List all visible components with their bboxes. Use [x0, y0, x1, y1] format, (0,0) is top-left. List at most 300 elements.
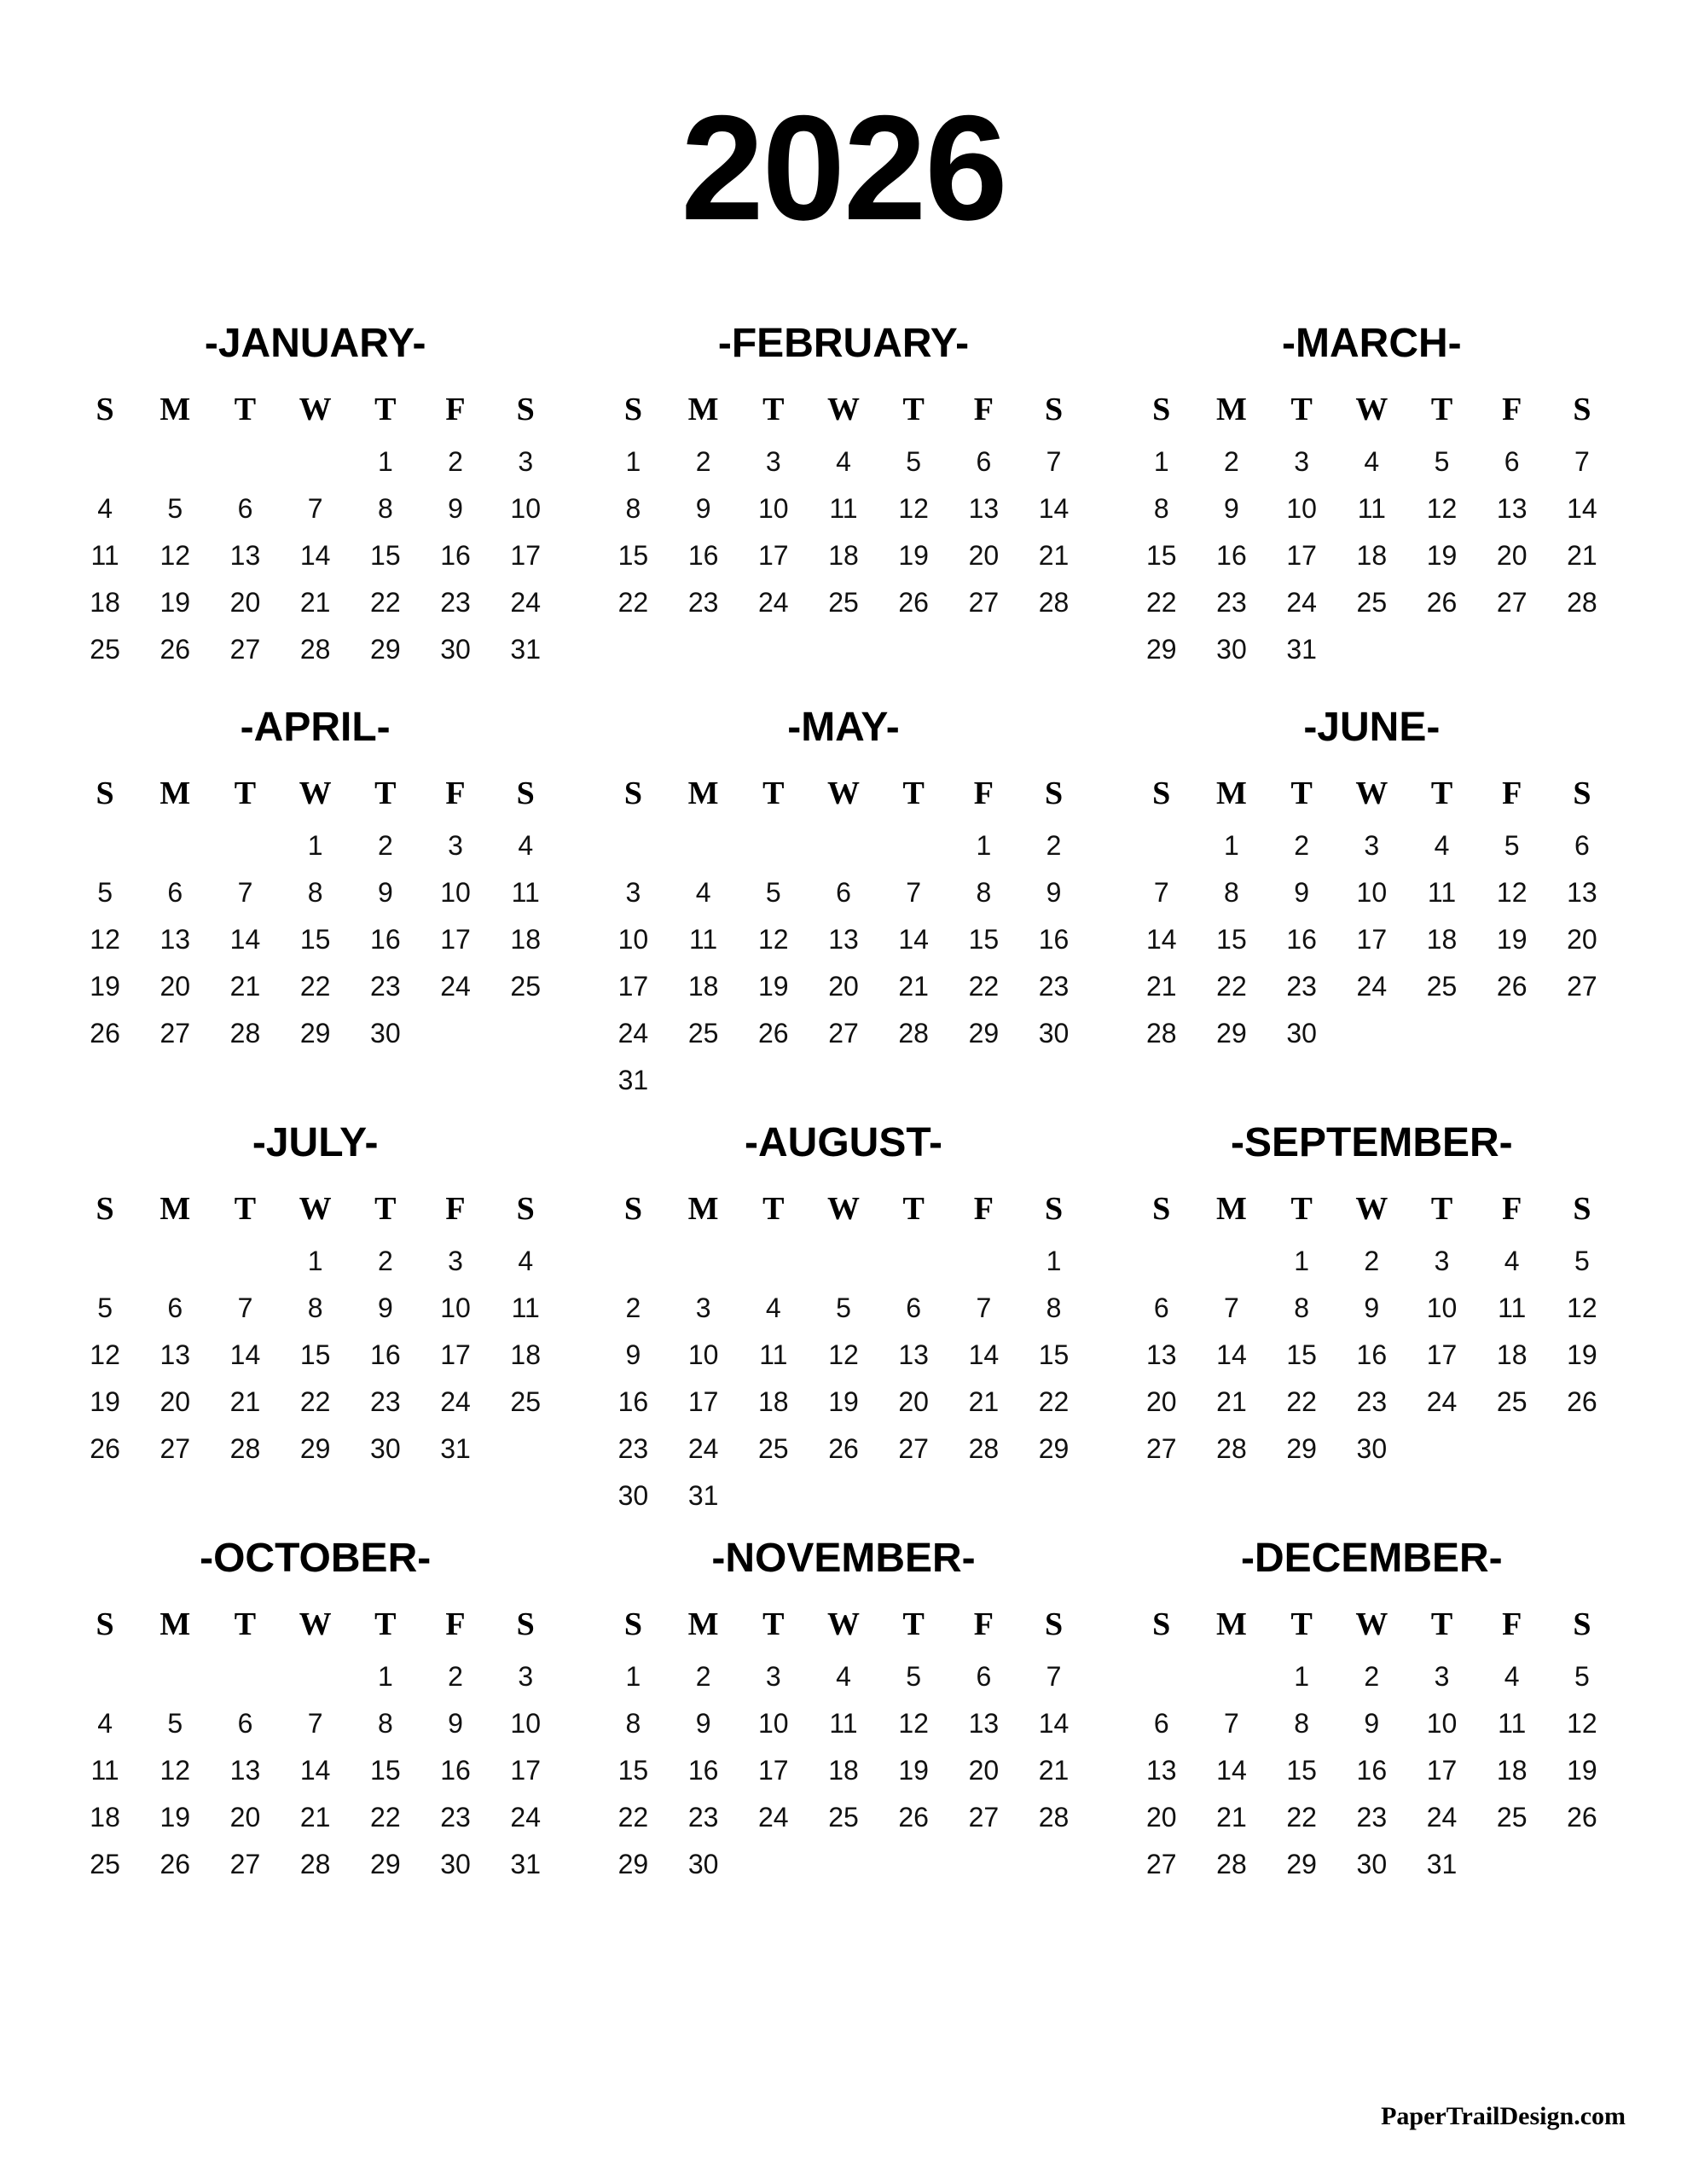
- day-cell[interactable]: 13: [1496, 493, 1528, 524]
- day-cell[interactable]: 26: [90, 1433, 120, 1464]
- day-cell[interactable]: 24: [1426, 1386, 1458, 1417]
- day-cell[interactable]: 6: [237, 1708, 253, 1739]
- day-cell[interactable]: 14: [229, 1339, 261, 1370]
- day-cell[interactable]: 17: [1426, 1755, 1458, 1786]
- day-cell[interactable]: 10: [617, 924, 649, 955]
- day-cell[interactable]: 24: [510, 587, 542, 618]
- day-cell[interactable]: 30: [1286, 1018, 1317, 1048]
- day-cell[interactable]: 20: [968, 540, 1000, 571]
- day-cell[interactable]: 15: [1286, 1755, 1317, 1786]
- day-cell[interactable]: 11: [511, 877, 540, 908]
- day-cell[interactable]: 1: [1224, 830, 1239, 861]
- day-cell[interactable]: 14: [229, 924, 261, 955]
- day-cell[interactable]: 9: [1364, 1292, 1380, 1323]
- day-cell[interactable]: 5: [765, 877, 781, 908]
- day-cell[interactable]: 4: [1364, 446, 1380, 477]
- day-cell[interactable]: 17: [510, 1755, 542, 1786]
- day-cell[interactable]: 5: [1574, 1661, 1590, 1692]
- day-cell[interactable]: 2: [377, 1246, 393, 1276]
- day-cell[interactable]: 28: [1216, 1433, 1247, 1464]
- day-cell[interactable]: 30: [440, 634, 471, 665]
- day-cell[interactable]: 4: [1504, 1246, 1520, 1276]
- day-cell[interactable]: 5: [1504, 830, 1520, 861]
- day-cell[interactable]: 6: [836, 877, 851, 908]
- day-cell[interactable]: 9: [377, 1292, 393, 1323]
- day-cell[interactable]: 11: [829, 493, 858, 524]
- day-cell[interactable]: 9: [377, 877, 393, 908]
- day-cell[interactable]: 3: [1364, 830, 1380, 861]
- day-cell[interactable]: 25: [510, 971, 542, 1002]
- day-cell[interactable]: 16: [1356, 1755, 1388, 1786]
- day-cell[interactable]: 6: [1574, 830, 1590, 861]
- day-cell[interactable]: 2: [695, 446, 711, 477]
- day-cell[interactable]: 21: [968, 1386, 1000, 1417]
- day-cell[interactable]: 10: [510, 1708, 542, 1739]
- day-cell[interactable]: 29: [1286, 1849, 1317, 1879]
- day-cell[interactable]: 26: [898, 587, 929, 618]
- day-cell[interactable]: 25: [90, 634, 120, 665]
- day-cell[interactable]: 26: [159, 1849, 191, 1879]
- day-cell[interactable]: 21: [1038, 1755, 1070, 1786]
- day-cell[interactable]: 18: [90, 1802, 120, 1833]
- day-cell[interactable]: 28: [898, 1018, 929, 1048]
- day-cell[interactable]: 15: [617, 1755, 649, 1786]
- day-cell[interactable]: 24: [1426, 1802, 1458, 1833]
- day-cell[interactable]: 19: [1567, 1339, 1597, 1370]
- day-cell[interactable]: 20: [828, 971, 859, 1002]
- day-cell[interactable]: 19: [898, 540, 929, 571]
- day-cell[interactable]: 18: [687, 971, 719, 1002]
- day-cell[interactable]: 26: [1496, 971, 1528, 1002]
- day-cell[interactable]: 2: [695, 1661, 711, 1692]
- day-cell[interactable]: 7: [1046, 446, 1062, 477]
- day-cell[interactable]: 11: [1498, 1292, 1527, 1323]
- day-cell[interactable]: 15: [1286, 1339, 1317, 1370]
- day-cell[interactable]: 1: [307, 1246, 323, 1276]
- day-cell[interactable]: 29: [1286, 1433, 1317, 1464]
- day-cell[interactable]: 30: [1356, 1849, 1388, 1879]
- day-cell[interactable]: 10: [510, 493, 542, 524]
- day-cell[interactable]: 27: [898, 1433, 929, 1464]
- day-cell[interactable]: 24: [440, 1386, 471, 1417]
- day-cell[interactable]: 12: [898, 493, 929, 524]
- day-cell[interactable]: 27: [828, 1018, 859, 1048]
- day-cell[interactable]: 21: [1567, 540, 1597, 571]
- day-cell[interactable]: 18: [510, 1339, 542, 1370]
- day-cell[interactable]: 28: [1145, 1018, 1177, 1048]
- day-cell[interactable]: 3: [518, 446, 534, 477]
- day-cell[interactable]: 17: [510, 540, 542, 571]
- day-cell[interactable]: 21: [1216, 1386, 1247, 1417]
- day-cell[interactable]: 4: [836, 1661, 851, 1692]
- day-cell[interactable]: 1: [625, 1661, 641, 1692]
- day-cell[interactable]: 13: [159, 924, 191, 955]
- day-cell[interactable]: 8: [976, 877, 992, 908]
- day-cell[interactable]: 20: [898, 1386, 929, 1417]
- day-cell[interactable]: 23: [1216, 587, 1247, 618]
- day-cell[interactable]: 16: [370, 924, 401, 955]
- day-cell[interactable]: 10: [1286, 493, 1317, 524]
- day-cell[interactable]: 12: [159, 1755, 191, 1786]
- day-cell[interactable]: 13: [968, 1708, 1000, 1739]
- day-cell[interactable]: 11: [511, 1292, 540, 1323]
- day-cell[interactable]: 21: [299, 1802, 331, 1833]
- day-cell[interactable]: 22: [299, 971, 331, 1002]
- day-cell[interactable]: 3: [695, 1292, 711, 1323]
- day-cell[interactable]: 1: [1046, 1246, 1062, 1276]
- day-cell[interactable]: 22: [1038, 1386, 1070, 1417]
- day-cell[interactable]: 4: [518, 830, 534, 861]
- day-cell[interactable]: 20: [1145, 1802, 1177, 1833]
- day-cell[interactable]: 3: [1434, 1661, 1450, 1692]
- day-cell[interactable]: 26: [90, 1018, 120, 1048]
- day-cell[interactable]: 28: [229, 1433, 261, 1464]
- day-cell[interactable]: 20: [968, 1755, 1000, 1786]
- day-cell[interactable]: 3: [1434, 1246, 1450, 1276]
- day-cell[interactable]: 27: [1496, 587, 1528, 618]
- day-cell[interactable]: 31: [1286, 634, 1317, 665]
- day-cell[interactable]: 13: [229, 540, 261, 571]
- day-cell[interactable]: 3: [1294, 446, 1310, 477]
- day-cell[interactable]: 13: [1567, 877, 1597, 908]
- day-cell[interactable]: 8: [307, 1292, 323, 1323]
- day-cell[interactable]: 30: [440, 1849, 471, 1879]
- day-cell[interactable]: 23: [440, 587, 471, 618]
- day-cell[interactable]: 17: [758, 540, 789, 571]
- day-cell[interactable]: 22: [370, 587, 401, 618]
- day-cell[interactable]: 9: [1364, 1708, 1380, 1739]
- day-cell[interactable]: 18: [1496, 1755, 1528, 1786]
- day-cell[interactable]: 21: [229, 971, 261, 1002]
- day-cell[interactable]: 27: [229, 634, 261, 665]
- day-cell[interactable]: 5: [1574, 1246, 1590, 1276]
- day-cell[interactable]: 12: [898, 1708, 929, 1739]
- day-cell[interactable]: 28: [1038, 1802, 1070, 1833]
- day-cell[interactable]: 28: [1567, 587, 1597, 618]
- day-cell[interactable]: 15: [617, 540, 649, 571]
- day-cell[interactable]: 22: [299, 1386, 331, 1417]
- day-cell[interactable]: 7: [307, 1708, 323, 1739]
- day-cell[interactable]: 5: [97, 877, 113, 908]
- day-cell[interactable]: 20: [159, 1386, 191, 1417]
- day-cell[interactable]: 7: [976, 1292, 992, 1323]
- day-cell[interactable]: 11: [689, 924, 718, 955]
- day-cell[interactable]: 3: [765, 1661, 781, 1692]
- day-cell[interactable]: 15: [968, 924, 1000, 955]
- day-cell[interactable]: 11: [90, 540, 119, 571]
- day-cell[interactable]: 13: [229, 1755, 261, 1786]
- day-cell[interactable]: 20: [1145, 1386, 1177, 1417]
- day-cell[interactable]: 31: [440, 1433, 471, 1464]
- day-cell[interactable]: 26: [159, 634, 191, 665]
- day-cell[interactable]: 1: [307, 830, 323, 861]
- day-cell[interactable]: 27: [968, 1802, 1000, 1833]
- day-cell[interactable]: 30: [1038, 1018, 1070, 1048]
- day-cell[interactable]: 12: [1567, 1292, 1597, 1323]
- day-cell[interactable]: 3: [448, 830, 463, 861]
- day-cell[interactable]: 25: [687, 1018, 719, 1048]
- day-cell[interactable]: 11: [1357, 493, 1386, 524]
- day-cell[interactable]: 9: [1294, 877, 1310, 908]
- day-cell[interactable]: 29: [617, 1849, 649, 1879]
- day-cell[interactable]: 19: [828, 1386, 859, 1417]
- day-cell[interactable]: 13: [1145, 1755, 1177, 1786]
- day-cell[interactable]: 1: [1294, 1246, 1310, 1276]
- day-cell[interactable]: 7: [1153, 877, 1169, 908]
- day-cell[interactable]: 10: [758, 493, 789, 524]
- day-cell[interactable]: 25: [1496, 1386, 1528, 1417]
- day-cell[interactable]: 7: [237, 877, 253, 908]
- day-cell[interactable]: 26: [758, 1018, 789, 1048]
- day-cell[interactable]: 2: [1364, 1661, 1380, 1692]
- day-cell[interactable]: 23: [1286, 971, 1317, 1002]
- day-cell[interactable]: 5: [1434, 446, 1450, 477]
- day-cell[interactable]: 14: [1567, 493, 1597, 524]
- day-cell[interactable]: 23: [617, 1433, 649, 1464]
- day-cell[interactable]: 22: [1286, 1386, 1317, 1417]
- day-cell[interactable]: 2: [1364, 1246, 1380, 1276]
- day-cell[interactable]: 17: [687, 1386, 719, 1417]
- day-cell[interactable]: 14: [1038, 1708, 1070, 1739]
- day-cell[interactable]: 13: [1145, 1339, 1177, 1370]
- day-cell[interactable]: 28: [968, 1433, 1000, 1464]
- day-cell[interactable]: 10: [440, 1292, 471, 1323]
- day-cell[interactable]: 9: [448, 1708, 463, 1739]
- day-cell[interactable]: 25: [1496, 1802, 1528, 1833]
- day-cell[interactable]: 10: [758, 1708, 789, 1739]
- day-cell[interactable]: 11: [759, 1339, 788, 1370]
- day-cell[interactable]: 30: [1216, 634, 1247, 665]
- day-cell[interactable]: 17: [440, 924, 471, 955]
- day-cell[interactable]: 7: [1046, 1661, 1062, 1692]
- day-cell[interactable]: 14: [1145, 924, 1177, 955]
- day-cell[interactable]: 15: [299, 1339, 331, 1370]
- day-cell[interactable]: 23: [687, 587, 719, 618]
- day-cell[interactable]: 9: [1224, 493, 1239, 524]
- day-cell[interactable]: 14: [968, 1339, 1000, 1370]
- day-cell[interactable]: 8: [625, 493, 641, 524]
- day-cell[interactable]: 8: [1046, 1292, 1062, 1323]
- day-cell[interactable]: 15: [299, 924, 331, 955]
- day-cell[interactable]: 24: [617, 1018, 649, 1048]
- day-cell[interactable]: 31: [1426, 1849, 1458, 1879]
- day-cell[interactable]: 9: [625, 1339, 641, 1370]
- day-cell[interactable]: 23: [370, 971, 401, 1002]
- day-cell[interactable]: 19: [90, 1386, 120, 1417]
- day-cell[interactable]: 26: [1567, 1386, 1597, 1417]
- day-cell[interactable]: 12: [1496, 877, 1528, 908]
- day-cell[interactable]: 7: [237, 1292, 253, 1323]
- day-cell[interactable]: 18: [828, 1755, 859, 1786]
- day-cell[interactable]: 3: [765, 446, 781, 477]
- day-cell[interactable]: 17: [1356, 924, 1388, 955]
- day-cell[interactable]: 17: [1286, 540, 1317, 571]
- day-cell[interactable]: 12: [1426, 493, 1458, 524]
- day-cell[interactable]: 13: [968, 493, 1000, 524]
- day-cell[interactable]: 13: [159, 1339, 191, 1370]
- day-cell[interactable]: 25: [1356, 587, 1388, 618]
- day-cell[interactable]: 22: [968, 971, 1000, 1002]
- day-cell[interactable]: 6: [1153, 1708, 1169, 1739]
- day-cell[interactable]: 23: [1356, 1386, 1388, 1417]
- day-cell[interactable]: 24: [758, 587, 789, 618]
- day-cell[interactable]: 25: [510, 1386, 542, 1417]
- day-cell[interactable]: 6: [167, 1292, 183, 1323]
- day-cell[interactable]: 9: [695, 493, 711, 524]
- day-cell[interactable]: 21: [299, 587, 331, 618]
- day-cell[interactable]: 22: [370, 1802, 401, 1833]
- day-cell[interactable]: 4: [1504, 1661, 1520, 1692]
- day-cell[interactable]: 10: [687, 1339, 719, 1370]
- day-cell[interactable]: 2: [1224, 446, 1239, 477]
- day-cell[interactable]: 27: [1145, 1849, 1177, 1879]
- day-cell[interactable]: 31: [687, 1480, 719, 1511]
- day-cell[interactable]: 19: [1496, 924, 1528, 955]
- day-cell[interactable]: 22: [1216, 971, 1247, 1002]
- day-cell[interactable]: 10: [1426, 1292, 1458, 1323]
- day-cell[interactable]: 24: [1356, 971, 1388, 1002]
- day-cell[interactable]: 3: [518, 1661, 534, 1692]
- day-cell[interactable]: 22: [1286, 1802, 1317, 1833]
- day-cell[interactable]: 28: [299, 634, 331, 665]
- day-cell[interactable]: 5: [97, 1292, 113, 1323]
- day-cell[interactable]: 5: [167, 1708, 183, 1739]
- day-cell[interactable]: 30: [370, 1433, 401, 1464]
- day-cell[interactable]: 7: [307, 493, 323, 524]
- day-cell[interactable]: 19: [898, 1755, 929, 1786]
- day-cell[interactable]: 20: [229, 587, 261, 618]
- day-cell[interactable]: 5: [836, 1292, 851, 1323]
- day-cell[interactable]: 27: [159, 1433, 191, 1464]
- day-cell[interactable]: 26: [898, 1802, 929, 1833]
- day-cell[interactable]: 10: [440, 877, 471, 908]
- day-cell[interactable]: 4: [97, 493, 113, 524]
- day-cell[interactable]: 6: [976, 1661, 992, 1692]
- day-cell[interactable]: 7: [906, 877, 922, 908]
- day-cell[interactable]: 20: [229, 1802, 261, 1833]
- day-cell[interactable]: 17: [440, 1339, 471, 1370]
- day-cell[interactable]: 19: [159, 587, 191, 618]
- day-cell[interactable]: 10: [1426, 1708, 1458, 1739]
- day-cell[interactable]: 23: [1356, 1802, 1388, 1833]
- day-cell[interactable]: 12: [758, 924, 789, 955]
- day-cell[interactable]: 27: [968, 587, 1000, 618]
- day-cell[interactable]: 12: [90, 1339, 120, 1370]
- day-cell[interactable]: 3: [625, 877, 641, 908]
- day-cell[interactable]: 31: [617, 1065, 649, 1095]
- day-cell[interactable]: 15: [370, 1755, 401, 1786]
- day-cell[interactable]: 29: [299, 1018, 331, 1048]
- day-cell[interactable]: 1: [1294, 1661, 1310, 1692]
- day-cell[interactable]: 1: [377, 1661, 393, 1692]
- day-cell[interactable]: 6: [976, 446, 992, 477]
- day-cell[interactable]: 25: [90, 1849, 120, 1879]
- day-cell[interactable]: 8: [307, 877, 323, 908]
- day-cell[interactable]: 29: [1145, 634, 1177, 665]
- day-cell[interactable]: 19: [1567, 1755, 1597, 1786]
- day-cell[interactable]: 4: [518, 1246, 534, 1276]
- day-cell[interactable]: 14: [1216, 1339, 1247, 1370]
- day-cell[interactable]: 16: [440, 1755, 471, 1786]
- day-cell[interactable]: 17: [617, 971, 649, 1002]
- day-cell[interactable]: 14: [299, 540, 331, 571]
- day-cell[interactable]: 2: [448, 1661, 463, 1692]
- day-cell[interactable]: 2: [448, 446, 463, 477]
- day-cell[interactable]: 11: [1498, 1708, 1527, 1739]
- day-cell[interactable]: 7: [1574, 446, 1590, 477]
- day-cell[interactable]: 12: [828, 1339, 859, 1370]
- day-cell[interactable]: 8: [377, 493, 393, 524]
- day-cell[interactable]: 11: [90, 1755, 119, 1786]
- day-cell[interactable]: 15: [370, 540, 401, 571]
- day-cell[interactable]: 18: [510, 924, 542, 955]
- day-cell[interactable]: 29: [299, 1433, 331, 1464]
- day-cell[interactable]: 14: [1216, 1755, 1247, 1786]
- day-cell[interactable]: 31: [510, 1849, 542, 1879]
- day-cell[interactable]: 19: [90, 971, 120, 1002]
- day-cell[interactable]: 19: [758, 971, 789, 1002]
- day-cell[interactable]: 27: [159, 1018, 191, 1048]
- day-cell[interactable]: 8: [625, 1708, 641, 1739]
- day-cell[interactable]: 27: [229, 1849, 261, 1879]
- day-cell[interactable]: 4: [1434, 830, 1450, 861]
- day-cell[interactable]: 26: [1567, 1802, 1597, 1833]
- day-cell[interactable]: 20: [1567, 924, 1597, 955]
- day-cell[interactable]: 20: [159, 971, 191, 1002]
- day-cell[interactable]: 18: [758, 1386, 789, 1417]
- day-cell[interactable]: 6: [237, 493, 253, 524]
- day-cell[interactable]: 24: [687, 1433, 719, 1464]
- day-cell[interactable]: 18: [1356, 540, 1388, 571]
- day-cell[interactable]: 11: [1427, 877, 1457, 908]
- day-cell[interactable]: 30: [617, 1480, 649, 1511]
- day-cell[interactable]: 9: [1046, 877, 1062, 908]
- day-cell[interactable]: 16: [1356, 1339, 1388, 1370]
- day-cell[interactable]: 8: [1153, 493, 1169, 524]
- day-cell[interactable]: 16: [1038, 924, 1070, 955]
- day-cell[interactable]: 12: [159, 540, 191, 571]
- day-cell[interactable]: 1: [625, 446, 641, 477]
- day-cell[interactable]: 11: [829, 1708, 858, 1739]
- day-cell[interactable]: 25: [828, 1802, 859, 1833]
- day-cell[interactable]: 1: [377, 446, 393, 477]
- day-cell[interactable]: 20: [1496, 540, 1528, 571]
- day-cell[interactable]: 4: [97, 1708, 113, 1739]
- day-cell[interactable]: 16: [440, 540, 471, 571]
- day-cell[interactable]: 15: [1216, 924, 1247, 955]
- day-cell[interactable]: 31: [510, 634, 542, 665]
- day-cell[interactable]: 29: [370, 1849, 401, 1879]
- day-cell[interactable]: 1: [1153, 446, 1169, 477]
- day-cell[interactable]: 21: [1216, 1802, 1247, 1833]
- day-cell[interactable]: 30: [370, 1018, 401, 1048]
- day-cell[interactable]: 24: [758, 1802, 789, 1833]
- day-cell[interactable]: 16: [687, 1755, 719, 1786]
- day-cell[interactable]: 12: [1567, 1708, 1597, 1739]
- day-cell[interactable]: 4: [765, 1292, 781, 1323]
- day-cell[interactable]: 7: [1224, 1292, 1239, 1323]
- day-cell[interactable]: 18: [90, 587, 120, 618]
- day-cell[interactable]: 25: [828, 587, 859, 618]
- day-cell[interactable]: 12: [90, 924, 120, 955]
- day-cell[interactable]: 18: [1496, 1339, 1528, 1370]
- day-cell[interactable]: 24: [440, 971, 471, 1002]
- day-cell[interactable]: 19: [1426, 540, 1458, 571]
- day-cell[interactable]: 26: [1426, 587, 1458, 618]
- day-cell[interactable]: 27: [1567, 971, 1597, 1002]
- day-cell[interactable]: 26: [828, 1433, 859, 1464]
- day-cell[interactable]: 17: [758, 1755, 789, 1786]
